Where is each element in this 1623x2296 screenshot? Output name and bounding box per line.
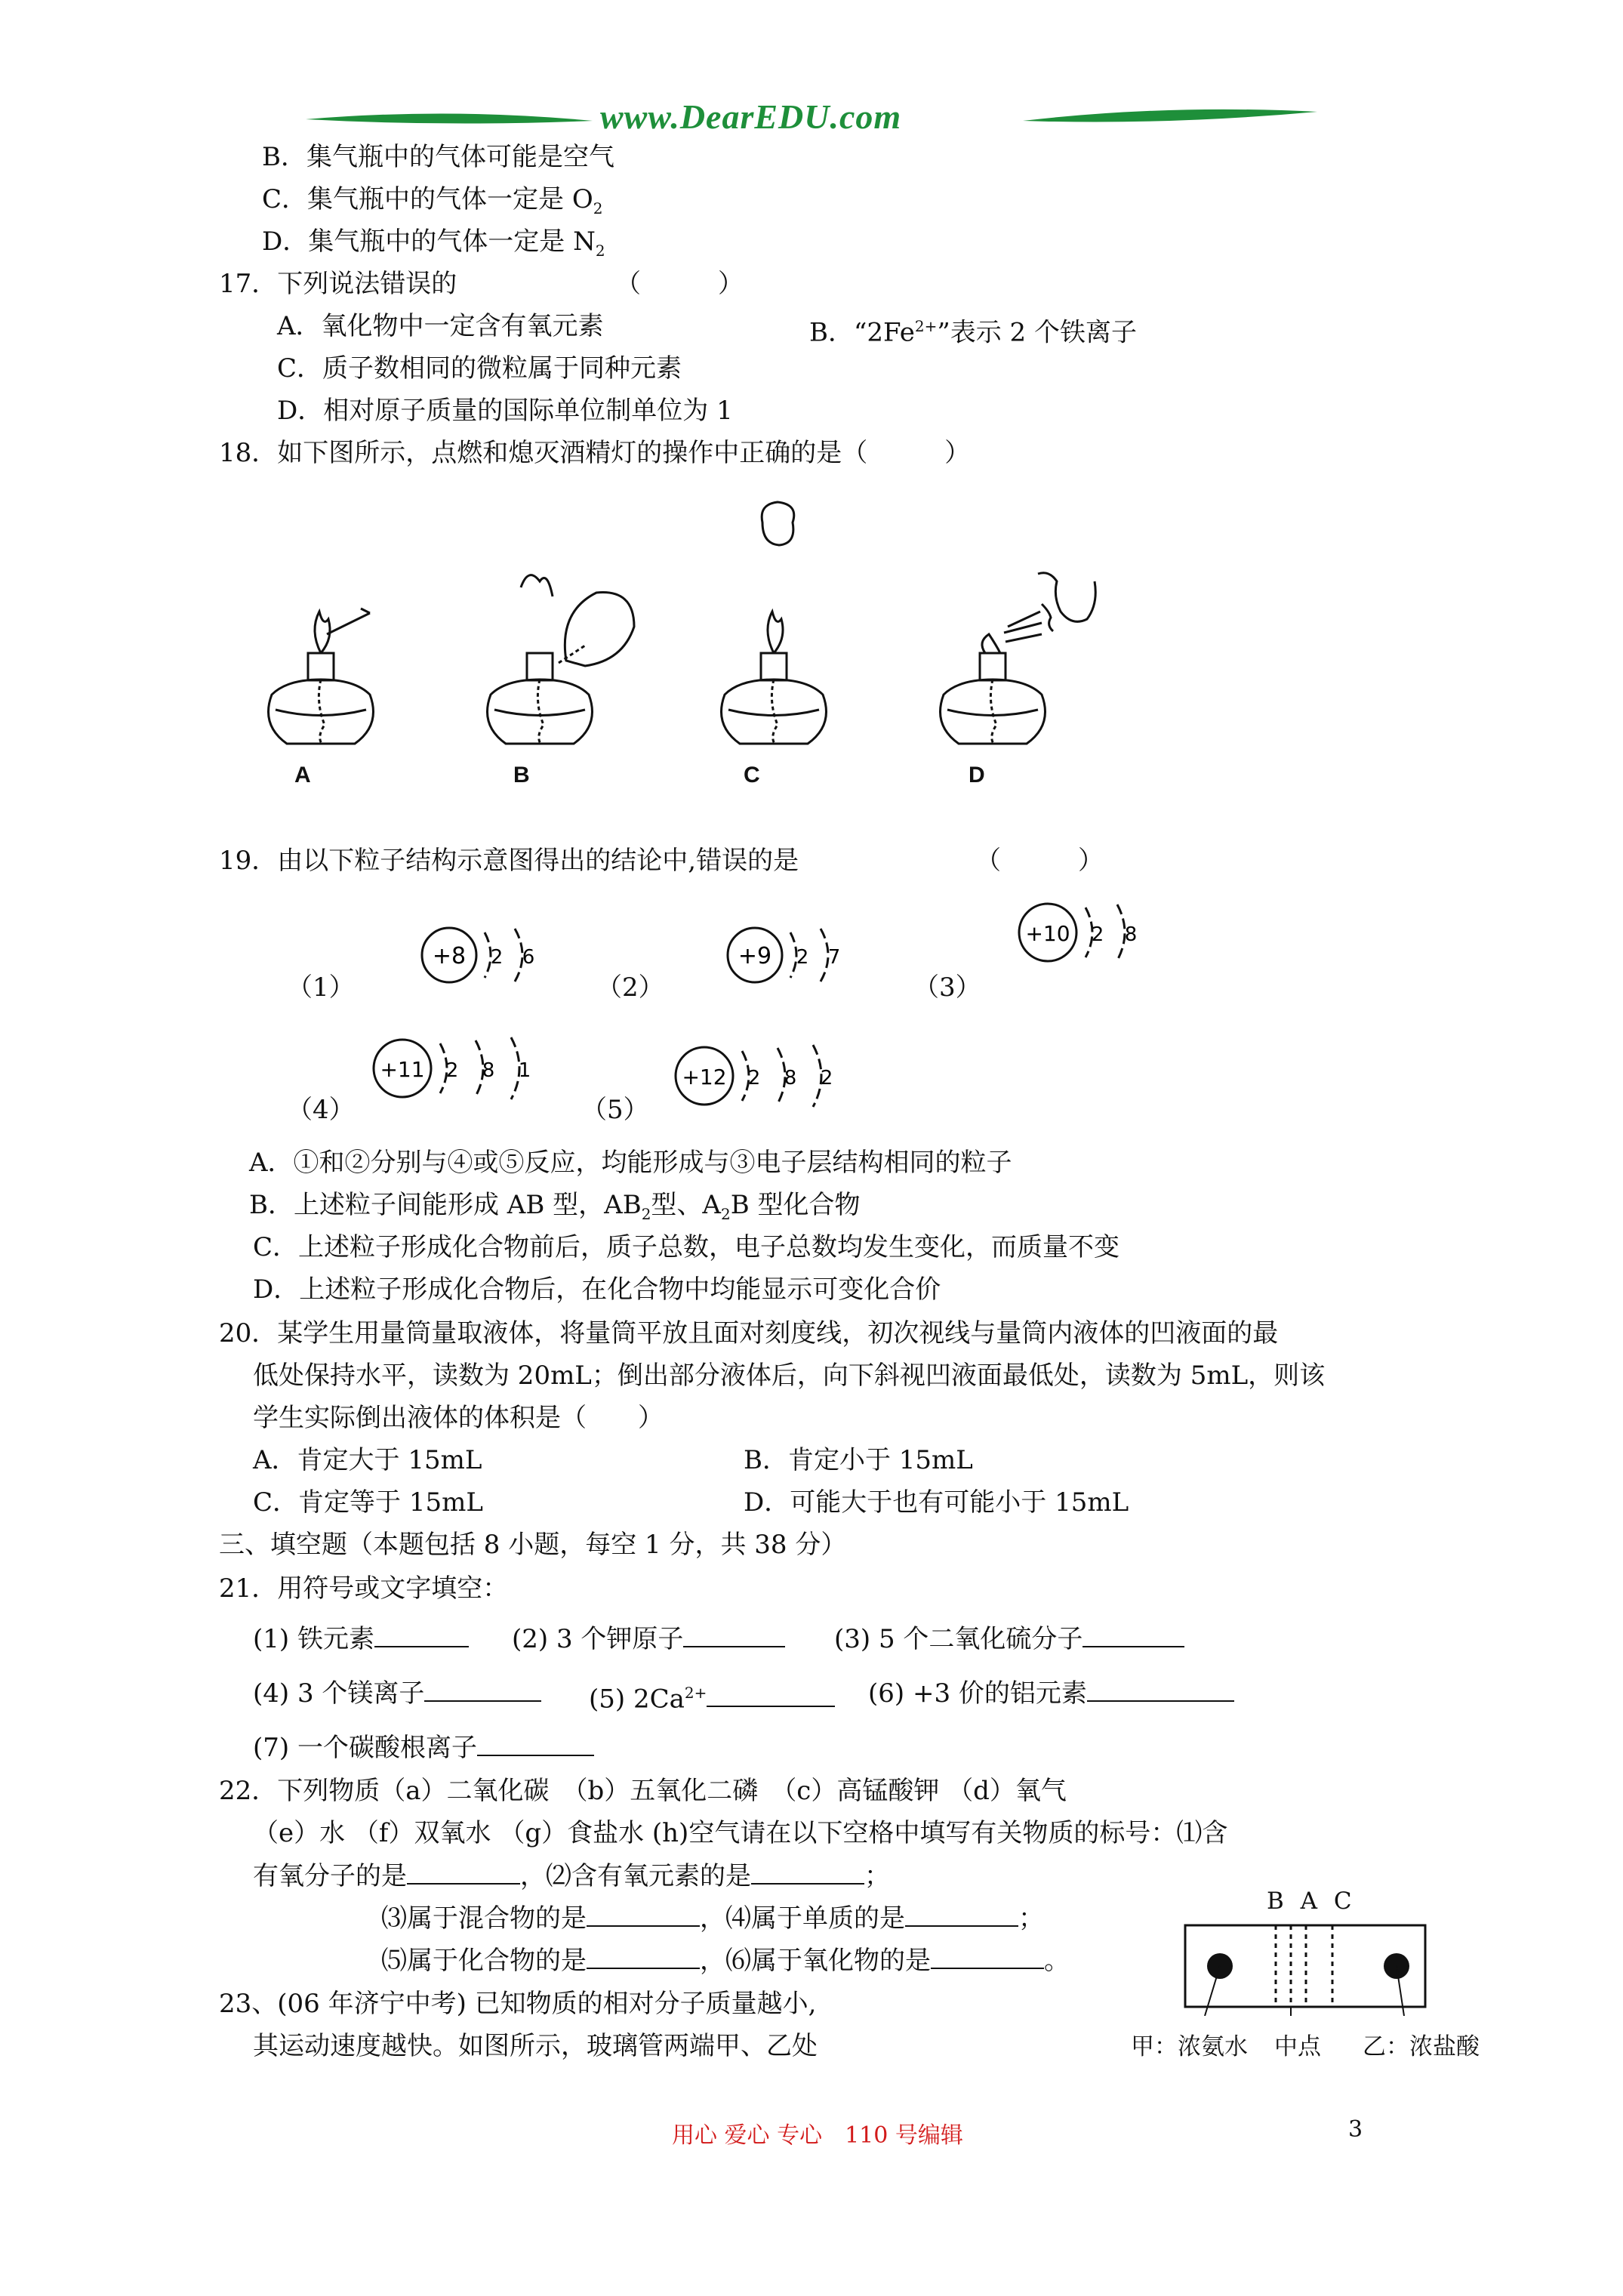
atom-diagram-4 [366,1027,555,1110]
lamp-b [488,575,635,744]
atom-diagram-5 [668,1034,857,1117]
svg-text:+11: +11 [380,1057,425,1082]
q22-line5: ⑸属于化合物的是 ，⑹属于氧化物的是 。 [381,1943,1070,1977]
lamp-label-a: A [294,763,311,787]
q20-line2: 低处保持水平，读数为 20mL；倒出部分液体后，向下斜视凹液面最低处，读数为 5mL，则该 [253,1361,1326,1391]
q21-stem: 21．用符号或文字填空： [219,1573,509,1604]
particle-tag-1: （1） [287,972,355,1003]
q17-option-d: D．相对原子质量的国际单位制单位为 1 [277,396,733,426]
q18-stem: 18．如下图所示，点燃和熄灭酒精灯的操作中正确的是（ ） [219,438,971,468]
answer-blank[interactable] [707,1681,835,1707]
glass-tube-diagram [1178,1918,1434,2016]
svg-text:2: 2 [1091,923,1104,946]
svg-text:2: 2 [747,1067,761,1089]
footer-slogan: 用心 爱心 专心 110 号编辑 [672,2122,963,2149]
answer-blank[interactable] [1083,1622,1184,1647]
svg-text:6: 6 [522,946,535,969]
svg-text:2: 2 [820,1067,833,1089]
answer-blank[interactable] [424,1676,541,1702]
q17-stem: 17．下列说法错误的 [219,269,457,299]
answer-blank[interactable] [905,1901,1018,1927]
lamp-label-d: D [969,763,985,787]
q20-option-c: C．肯定等于 15mL [253,1487,483,1518]
lamp-d [941,573,1096,744]
q17-option-b: B．“$2Fe^{2+}$”表示 2 个铁离子 [809,317,1137,348]
svg-text:7: 7 [827,946,841,969]
q22-line2: （e）水 （f）双氧水 （g）食盐水 (h)空气请在以下空格中填写有关物质的标号：⑴含 [253,1818,1228,1848]
svg-text:+12: +12 [682,1065,727,1089]
header-site-logo: www.DearEDU.com [600,97,902,136]
answer-blank[interactable] [407,1859,520,1885]
q20-line3: 学生实际倒出液体的体积是（ ） [253,1403,664,1433]
answer-blank[interactable] [477,1730,594,1756]
section-3-heading: 三、填空题（本题包括 8 小题，每空 1 分，共 38 分） [219,1530,847,1560]
q16-option-d: D．集气瓶中的气体一定是 $N_2$ [262,227,605,260]
atom-diagram-1 [415,914,566,997]
answer-blank[interactable] [751,1859,864,1885]
answer-blank[interactable] [931,1943,1044,1969]
q19-option-a: A．①和②分别与④或⑤反应，均能形成与③电子层结构相同的粒子 [249,1148,1012,1178]
q19-option-b: B．上述粒子间能形成 AB 型，$AB_2$型、$A_2B$ 型化合物 [249,1190,861,1223]
atom-diagram-3 [1012,891,1163,974]
particle-tag-5: （5） [581,1095,649,1125]
svg-text:2: 2 [445,1059,459,1082]
answer-blank[interactable] [1087,1676,1234,1702]
answer-blank[interactable] [374,1622,469,1647]
svg-text:+10: +10 [1025,921,1070,946]
page-number: 3 [1348,2116,1363,2143]
lamp-label-b: B [513,763,530,787]
tube-top-label: B A C [1267,1888,1357,1915]
q21-item-1: (1) 铁元素 [253,1622,469,1656]
particle-tag-2: （2） [596,972,664,1003]
alcohol-lamp-figure [242,498,1117,800]
q19-option-c: C．上述粒子形成化合物前后，质子总数，电子总数均发生变化，而质量不变 [253,1232,1120,1262]
nucleus-charge: +8 [432,943,467,969]
answer-blank[interactable] [683,1622,785,1647]
tube-left-label: 甲：浓氨水 [1131,2033,1248,2060]
q16-option-c: C．集气瓶中的气体一定是 $O_2$ [262,184,603,217]
q22-line3: 有氧分子的是 ，⑵含有氧元素的是 ； [253,1859,890,1893]
tube-right-label: 乙：浓盐酸 [1363,2033,1480,2060]
q21-item-6: (6) +3 价的铝元素 [868,1676,1234,1710]
q22-line4: ⑶属于混合物的是 ，⑷属于单质的是 ； [381,1901,1044,1935]
svg-text:2: 2 [796,946,809,969]
q16-option-b: B．集气瓶中的气体可能是空气 [262,142,614,172]
q19-stem: 19．由以下粒子结构示意图得出的结论中,错误的是 [219,846,799,876]
q21-item-5: (5) $2Ca^{2+}$ [589,1676,835,1715]
q23-line2: 其运动速度越快。如图所示，玻璃管两端甲、乙处 [253,2031,818,2061]
q20-option-d: D．可能大于也有可能小于 15mL [744,1487,1129,1518]
tube-mid-label: 中点 [1274,2033,1321,2060]
svg-text:2: 2 [490,946,504,969]
q20-option-b: B．肯定小于 15mL [744,1445,973,1475]
svg-text:+9: +9 [738,943,772,969]
answer-blank[interactable] [587,1901,700,1927]
q20-option-a: A．肯定大于 15mL [253,1445,482,1475]
atom-diagram-2 [721,914,872,997]
q19-option-d: D．上述粒子形成化合物后，在化合物中均能显示可变化合价 [253,1274,941,1305]
q21-item-3: (3) 5 个二氧化硫分子 [834,1622,1184,1656]
q21-item-7: (7) 一个碳酸根离子 [253,1730,594,1764]
svg-text:8: 8 [482,1059,495,1082]
lamp-a [269,609,374,744]
particle-tag-3: （3） [913,972,981,1003]
particle-tag-4: （4） [287,1095,355,1125]
q21-item-4: (4) 3 个镁离子 [253,1676,541,1710]
svg-text:8: 8 [1124,923,1138,946]
q17-option-c: C．质子数相同的微粒属于同种元素 [277,353,682,384]
answer-blank[interactable] [587,1943,700,1969]
q21-item-2: (2) 3 个钾原子 [512,1622,785,1656]
q23-line1: 23、(06 年济宁中考) 已知物质的相对分子质量越小, [219,1989,817,2019]
svg-text:8: 8 [784,1067,797,1089]
svg-text:1: 1 [518,1059,531,1082]
q20-line1: 20．某学生用量筒量取液体，将量筒平放且面对刻度线，初次视线与量筒内液体的凹液面的最 [219,1318,1279,1348]
q17-answer-paren: （ ） [615,269,744,299]
q19-answer-paren: （ ） [975,846,1104,876]
lamp-c [722,502,827,744]
q22-line1: 22．下列物质（a）二氧化碳 （b）五氧化二磷 （c）高锰酸钾 （d）氧气 [219,1776,1067,1806]
q17-option-a: A．氧化物中一定含有氧元素 [277,311,604,341]
lamp-label-c: C [744,763,760,787]
